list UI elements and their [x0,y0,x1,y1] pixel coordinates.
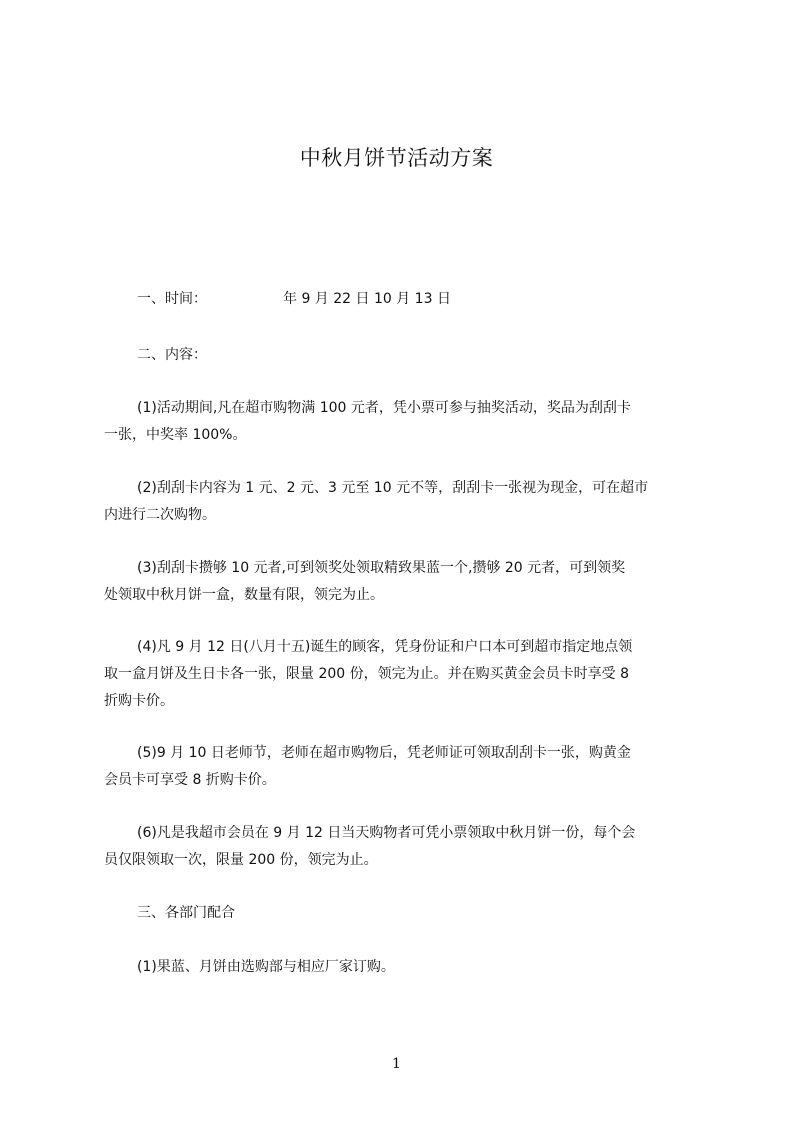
section2-item6-line1: (6)凡是我超市会员在 9 月 12 日当天购物者可凭小票领取中秋月饼一份，每个会 [137,825,636,841]
section2-item3-line1: (3)刮刮卡攒够 10 元者,可到领奖处领取精致果蓝一个,攒够 20 元者，可到领奖 [137,560,626,576]
section2-item1-line1: (1)活动期间,凡在超市购物满 100 元者，凭小票可参与抽奖活动，奖品为刮刮卡 [137,400,631,416]
section2-item1-line2: 一张，中奖率 100%。 [104,427,247,443]
section2-item5-line2: 会员卡可享受 8 折购卡价。 [104,772,276,788]
section2-item2-line2: 内进行二次购物。 [104,507,216,523]
section2-heading: 二、内容： [137,347,207,363]
section2-item4-line1: (4)凡 9 月 12 日(八月十五)诞生的顾客，凭身份证和户口本可到超市指定地点领 [137,639,633,655]
section3-item1: (1)果蓝、月饼由选购部与相应厂家订购。 [137,959,395,975]
section1-value: 年 9 月 22 日 10 月 13 日 [283,291,451,307]
section1-line [137,292,451,306]
document-title: 中秋月饼节活动方案 [299,146,494,170]
section1-label: 一、时间： [137,291,207,307]
section2-item4-line3: 折购卡价。 [104,693,174,709]
section3-heading: 三、各部门配合 [137,905,235,921]
section2-item5-line1: (5)9 月 10 日老师节，老师在超市购物后，凭老师证可领取刮刮卡一张，购黄金 [137,745,631,761]
section2-item6-line2: 员仅限领取一次，限量 200 份，领完为止。 [104,852,378,868]
section2-item2-line1: (2)刮刮卡内容为 1 元、2 元、3 元至 10 元不等，刮刮卡一张视为现金，可在超市 [137,480,649,496]
page-number: 1 [392,1056,401,1072]
section2-item3-line2: 处领取中秋月饼一盒，数量有限，领完为止。 [104,587,384,603]
section2-item4-line2: 取一盒月饼及生日卡各一张，限量 200 份，领完为止。并在购买黄金会员卡时享受 8 [104,666,629,682]
